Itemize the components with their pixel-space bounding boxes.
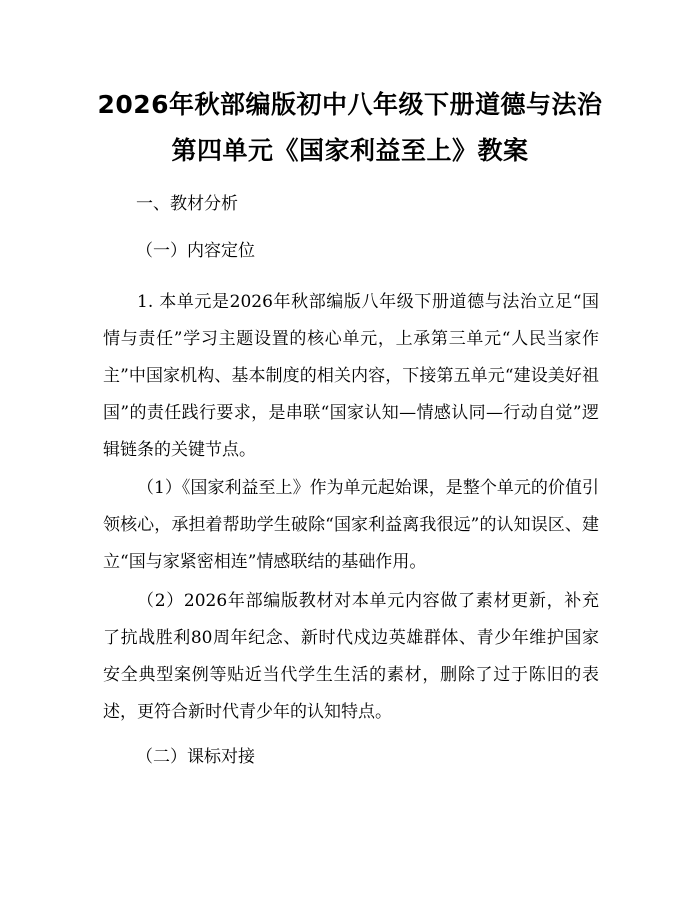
section-heading-textbook-analysis: 一、教材分析: [136, 194, 238, 214]
paragraph-unit-overview: 1. 本单元是2026年秋部编版八年级下册道德与法治立足“国情与责任”学习主题设置的核心单元，上承第三单元“人民当家作主”中国家机构、基本制度的相关内容，下接第五单元“建设美好祖国”的责任践行要求，是串联“国家认知—情感认同—行动自觉”逻辑链条的关键节点。: [103, 292, 599, 460]
subsection-heading-curriculum-alignment: （二）课标对接: [136, 747, 255, 767]
paragraph-lesson-role: （1）《国家利益至上》作为单元起始课，是整个单元的价值引领核心，承担着帮助学生破除“国家利益离我很远”的认知误区、建立“国与家紧密相连”情感联结的基础作用。: [103, 478, 599, 572]
document-title-line-2: 第四单元《国家利益至上》教案: [171, 136, 529, 165]
subsection-heading-content-positioning: （一）内容定位: [136, 241, 255, 261]
paragraph-material-update: （2）2026年部编版教材对本单元内容做了素材更新，补充了抗战胜利80周年纪念、新时代戍边英雄群体、青少年维护国家安全典型案例等贴近当代学生生活的素材，删除了过于陈旧的表述，更符合新时代青少年的认知特点。: [103, 591, 599, 722]
document-title-line-1: 2026年秋部编版初中八年级下册道德与法治: [97, 90, 603, 119]
